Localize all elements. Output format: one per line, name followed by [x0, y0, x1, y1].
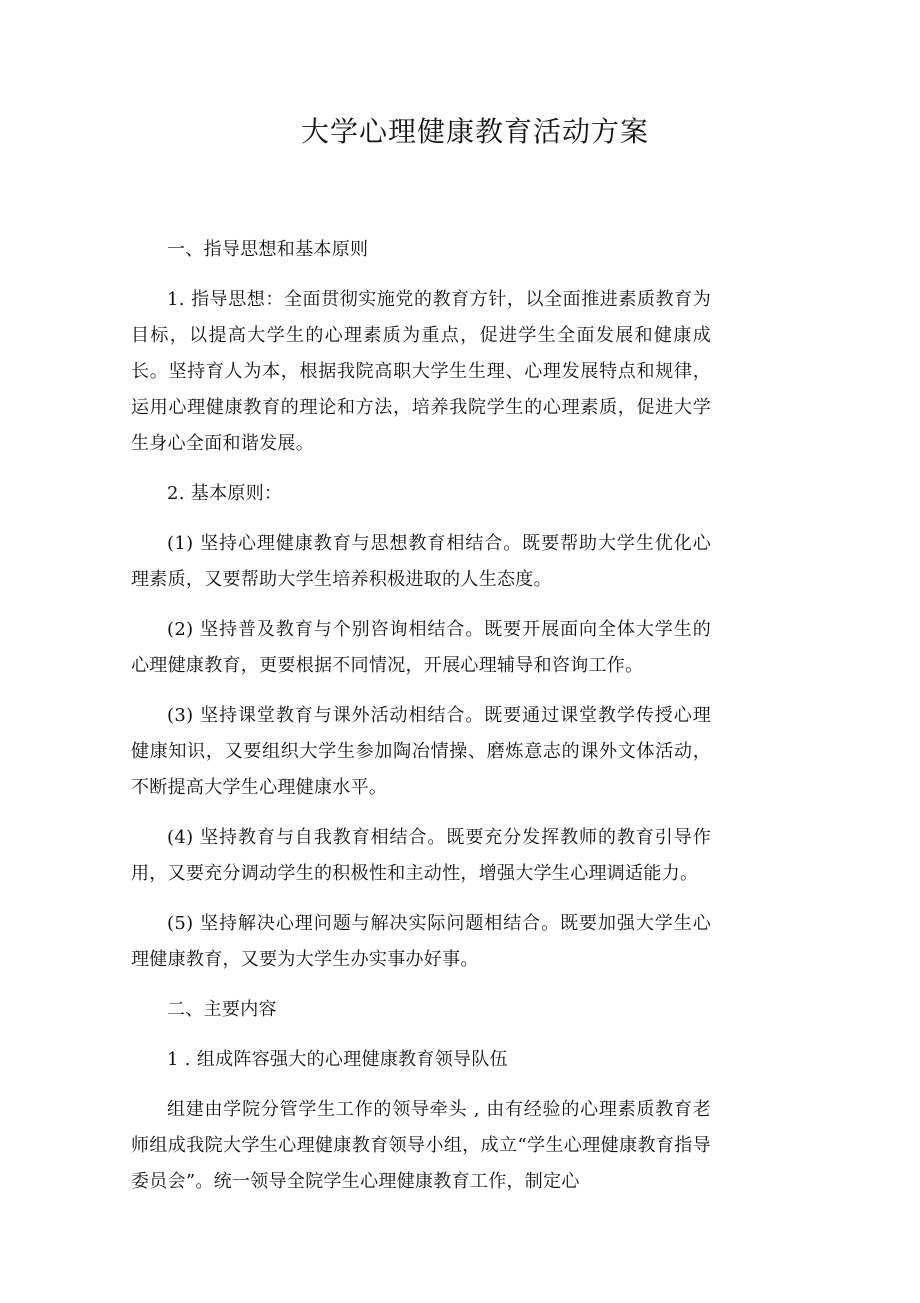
paragraph-guiding-thought: 1. 指导思想：全面贯彻实施党的教育方针，以全面推进素质教育为目标，以提高大学生的心理素质为重点，促进学生全面发展和健康成长。坚持育人为本，根据我院高职大学生生理、心理发展特点和规律，运用心理健康教育的理论和方法，培养我院学生的心理素质，促进大学生身心全面和谐发展。: [131, 289, 711, 454]
subheading-basic-principles: 2. 基本原则：: [167, 483, 283, 504]
section-heading-guiding-principles: 一、指导思想和基本原则: [167, 239, 369, 260]
document-body: [131, 232, 711, 1214]
document-title: 大学心理健康教育活动方案: [300, 115, 649, 148]
paragraph-principle-1: (1) 坚持心理健康教育与思想教育相结合。既要帮助大学生优化心理素质，又要帮助大学生培养积极进取的人生态度。: [131, 533, 711, 590]
paragraph-principle-5: (5) 坚持解决心理问题与解决实际问题相结合。既要加强大学生心理健康教育，又要为大学生办实事办好事。: [131, 913, 711, 970]
paragraph-principle-3: (3) 坚持课堂教育与课外活动相结合。既要通过课堂教学传授心理健康知识，又要组织大学生参加陶冶情操、磨炼意志的课外文体活动，不断提高大学生心理健康水平。: [131, 705, 711, 798]
section-heading-main-content: 二、主要内容: [167, 999, 277, 1020]
subheading-leadership-team: 1 . 组成阵容强大的心理健康教育领导队伍: [167, 1049, 508, 1070]
paragraph-leadership-team: 组建由学院分管学生工作的领导牵头 , 由有经验的心理素质教育老师组成我院大学生心理健康教育领导小组，成立“学生心理健康教育指导委员会”。统一领导全院学生心理健康教育工作，制定心: [131, 1099, 711, 1192]
paragraph-principle-2: (2) 坚持普及教育与个别咨询相结合。既要开展面向全体大学生的心理健康教育，更要根据不同情况，开展心理辅导和咨询工作。: [131, 619, 711, 676]
paragraph-principle-4: (4) 坚持教育与自我教育相结合。既要充分发挥教师的教育引导作用，又要充分调动学生的积极性和主动性，增强大学生心理调适能力。: [131, 827, 711, 884]
